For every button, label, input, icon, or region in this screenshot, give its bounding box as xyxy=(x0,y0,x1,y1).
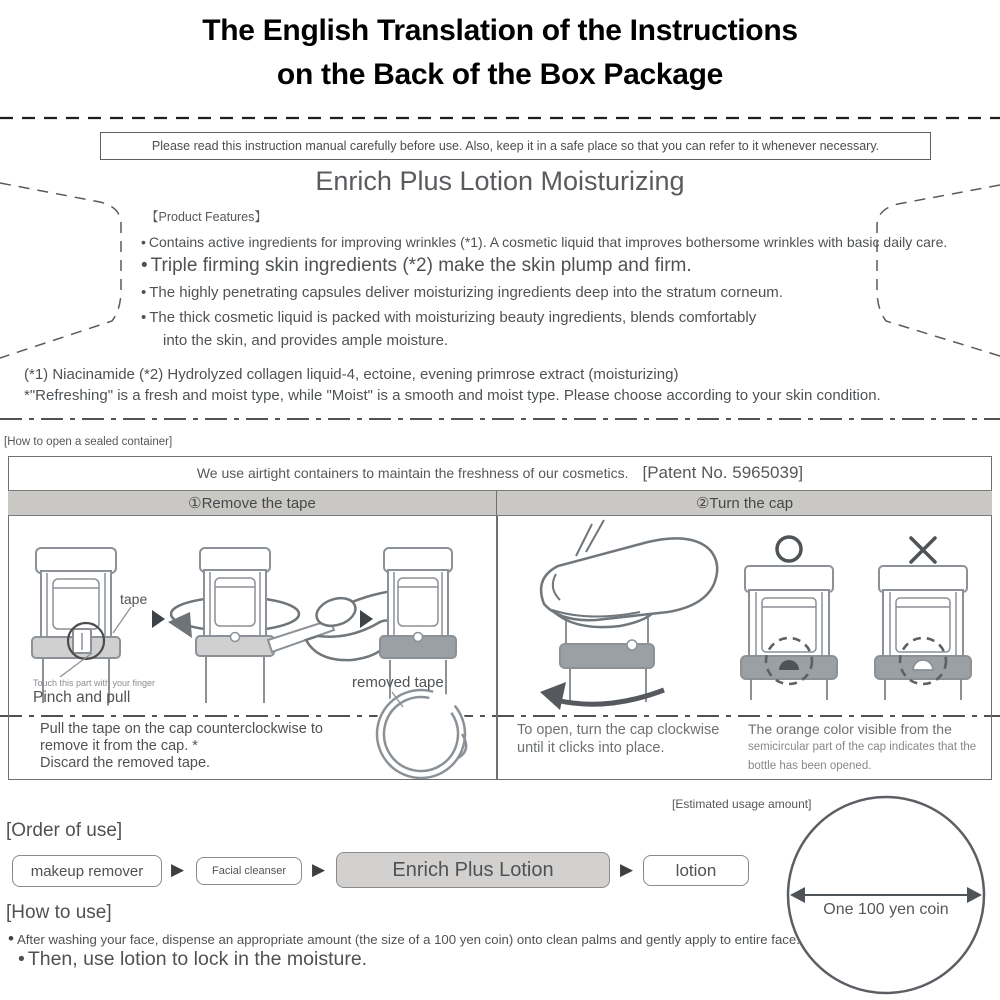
flow-step-facial-cleanser: Facial cleanser xyxy=(196,857,302,885)
pinch-label: Pinch and pull xyxy=(33,689,131,706)
footnote-1: (*1) Niacinamide (*2) Hydrolyzed collagen liquid-4, ectoine, evening primrose extract (moisturizing) xyxy=(24,366,679,383)
order-of-use-label: [Order of use] xyxy=(6,820,123,841)
section-label-opening: [How to open a sealed container] xyxy=(4,436,173,448)
flow-arrow-icon: ▶ xyxy=(312,860,326,879)
feature-item xyxy=(141,255,692,277)
feature-text: Contains active ingredients for improving wrinkles (*1). A cosmetic liquid that improves bothersome wrinkles with basic daily care. xyxy=(148,234,948,250)
touch-label: Touch this part with your finger xyxy=(33,678,156,688)
step2-instruction2-line2: semicircular part of the cap indicates that the xyxy=(748,741,977,753)
step1-instruction-line3: Discard the removed tape. xyxy=(40,755,211,771)
step2-instruction1-line2: until it clicks into place. xyxy=(517,740,665,756)
flow-step-lotion: lotion xyxy=(643,855,749,886)
coin-size-diagram xyxy=(788,797,984,993)
feature-text-cont: into the skin, and provides ample moisture. xyxy=(163,332,449,349)
bullet-icon: • xyxy=(141,309,147,326)
tape-label: tape xyxy=(120,591,148,607)
feature-item xyxy=(141,284,783,301)
estimated-usage-label: [Estimated usage amount] xyxy=(672,797,812,811)
notice-text: Please read this instruction manual carefully before use. Also, keep it in a safe place so that you can refer to it whenever necessary. xyxy=(151,139,880,153)
bullet-icon: • xyxy=(141,284,147,301)
feature-item xyxy=(141,309,756,326)
removed-tape-label: removed tape xyxy=(352,674,444,691)
features-heading: 【Product Features】 xyxy=(146,210,267,224)
opening-column-headers xyxy=(8,490,992,516)
feature-text: The thick cosmetic liquid is packed with moisturizing beauty ingredients, blends comfortably xyxy=(149,309,757,326)
opening-intro-row xyxy=(8,456,992,490)
step1-header: ①Remove the tape xyxy=(8,491,497,515)
die-cut-tab-right xyxy=(877,185,1000,356)
how-to-use-line2 xyxy=(18,948,367,970)
die-cut-tab-left xyxy=(0,183,121,358)
how-text: Then, use lotion to lock in the moisture. xyxy=(27,948,368,970)
step2-header: ②Turn the cap xyxy=(695,495,794,512)
flow-arrow-icon: ▶ xyxy=(171,860,185,879)
how-to-use-label: [How to use] xyxy=(6,902,112,923)
step2-instruction2-line3: bottle has been opened. xyxy=(748,760,872,772)
feature-item xyxy=(141,234,947,250)
coin-label: One 100 yen coin xyxy=(823,901,949,918)
step2-instruction2-line1: The orange color visible from the xyxy=(748,721,952,737)
bullet-icon: • xyxy=(141,234,146,250)
how-text: After washing your face, dispense an appropriate amount (the size of a 100 yen coin) onto clean palms and gently apply to entire face. xyxy=(16,932,800,947)
bullet-icon: • xyxy=(8,929,14,948)
bullet-icon: • xyxy=(18,948,25,970)
step1-instruction-line1: Pull the tape on the cap counterclockwise to xyxy=(40,721,323,737)
page-title-line1: The English Translation of the Instructions xyxy=(202,14,798,47)
feature-text: Triple firming skin ingredients (*2) make the skin plump and firm. xyxy=(150,255,692,276)
opening-intro: We use airtight containers to maintain the freshness of our cosmetics. xyxy=(196,465,629,481)
bullet-icon: • xyxy=(141,255,148,276)
notice-box xyxy=(100,132,931,160)
flow-step-makeup-remover: makeup remover xyxy=(12,855,162,887)
product-name: Enrich Plus Lotion Moisturizing xyxy=(315,166,685,196)
step2-instruction1-line1: To open, turn the cap clockwise xyxy=(517,722,720,738)
panel-divider xyxy=(496,516,498,780)
how-to-use-line1 xyxy=(8,929,800,949)
flow-arrow-icon: ▶ xyxy=(620,860,634,879)
footnote-2: *"Refreshing" is a fresh and moist type, while "Moist" is a smooth and moist type. Please choose according to your skin condition. xyxy=(24,387,881,404)
feature-text: The highly penetrating capsules deliver moisturizing ingredients deep into the stratum corneum. xyxy=(149,284,783,301)
patent-number: [Patent No. 5965039] xyxy=(642,463,804,482)
step1-instruction-line2: remove it from the cap. * xyxy=(40,738,198,754)
page-title-line2: on the Back of the Box Package xyxy=(276,58,724,91)
flow-step-enrich-plus-lotion: Enrich Plus Lotion xyxy=(336,852,610,888)
